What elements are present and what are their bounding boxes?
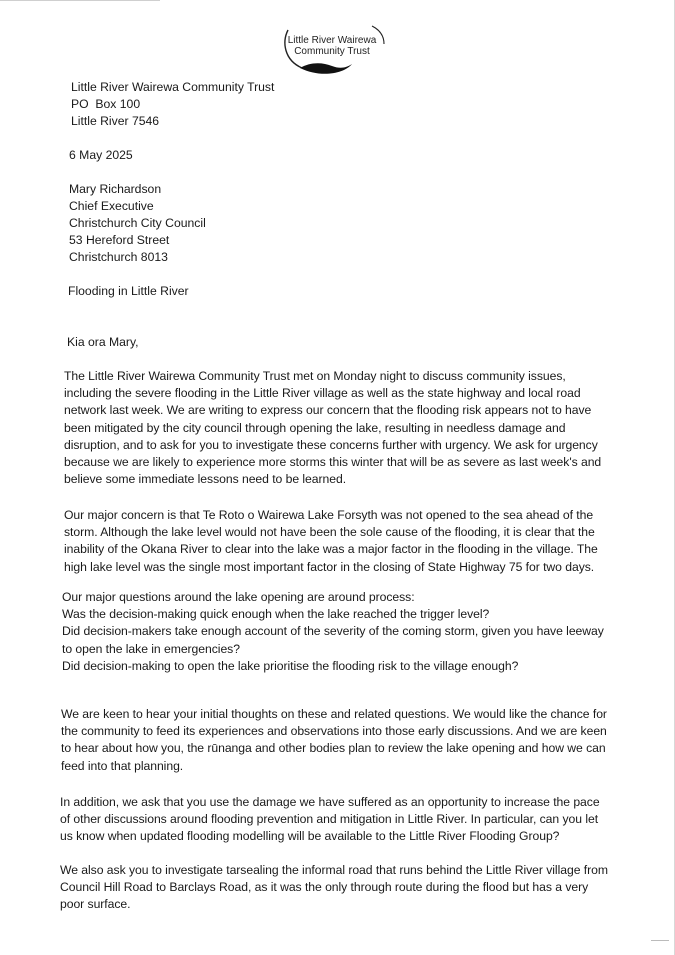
sender-address bbox=[71, 79, 274, 130]
sender-address-line-2: Little River 7546 bbox=[71, 114, 160, 128]
question-line: Was the decision-making quick enough when the lake reached the trigger level? bbox=[62, 607, 490, 622]
paragraph-line: Council Hill Road to Barclays Road, as it was the only through route during the flood but has a very bbox=[60, 880, 589, 895]
paragraph-6 bbox=[60, 862, 608, 914]
paragraph-3-questions bbox=[62, 589, 604, 675]
paragraph-line: to hear about how you, the rūnanga and other bodies plan to review the lake opening and how we can bbox=[61, 741, 606, 756]
recipient-city: Christchurch 8013 bbox=[69, 250, 168, 264]
paragraph-line: including the severe flooding in the Little River village as well as the state highway and local road bbox=[64, 386, 581, 401]
logo-line-1: Little River Wairewa bbox=[287, 35, 377, 46]
paragraph-line: the community to feed its experiences and observations into those early discussions. And we are keen bbox=[61, 724, 607, 739]
paragraph-line: We are keen to hear your initial thoughts on these and related questions. We would like the chance for bbox=[61, 707, 607, 721]
paragraph-line: us know when updated flooding modelling will be available to the Little River Flooding Group? bbox=[60, 829, 560, 844]
recipient-org: Christchurch City Council bbox=[69, 216, 206, 230]
questions-intro: Our major questions around the lake opening are around process: bbox=[62, 590, 415, 604]
recipient-title: Chief Executive bbox=[69, 199, 154, 213]
paragraph-line: Our major concern is that Te Roto o Wairewa Lake Forsyth was not opened to the sea ahead of the bbox=[64, 508, 594, 522]
question-line: Did decision-makers take enough account of the severity of the coming storm, given you have leeway bbox=[62, 624, 604, 639]
paragraph-2 bbox=[64, 507, 598, 576]
question-line: Did decision-making to open the lake prioritise the flooding risk to the village enough? bbox=[62, 658, 519, 673]
question-line: to open the lake in emergencies? bbox=[62, 641, 240, 656]
scan-mark bbox=[651, 940, 669, 941]
paragraph-line: The Little River Wairewa Community Trust met on Monday night to discuss community issues, bbox=[64, 369, 566, 383]
paragraph-line: high lake level was the single most important factor in the closing of State Highway 75 for two days. bbox=[64, 559, 595, 574]
recipient-address bbox=[69, 181, 206, 266]
paragraph-line: storm. Although the lake level would not have been the sole cause of the flooding, it is clear that the bbox=[64, 525, 595, 540]
sender-name: Little River Wairewa Community Trust bbox=[71, 80, 275, 94]
paragraph-line: of other discussions around flooding prevention and mitigation in Little River. In particular, can you let bbox=[60, 812, 599, 827]
paragraph-line: inability of the Okana River to clear into the lake was a major factor in the flooding in the village. The bbox=[64, 542, 598, 557]
letter-subject: Flooding in Little River bbox=[68, 284, 189, 298]
paragraph-line: In addition, we ask that you use the damage we have suffered as an opportunity to increase the pace bbox=[60, 795, 600, 809]
logo-line-2: Community Trust bbox=[294, 46, 370, 57]
paragraph-line: believe some immediate lessons need to be learned. bbox=[64, 472, 347, 487]
scan-edge-top bbox=[0, 0, 160, 1]
paragraph-line: been mitigated by the city council through opening the lake, resulting in needless damage and bbox=[64, 420, 566, 435]
paragraph-line: poor surface. bbox=[60, 897, 131, 912]
paragraph-1 bbox=[64, 368, 601, 488]
sender-address-line-1: PO Box 100 bbox=[71, 97, 141, 111]
recipient-street: 53 Hereford Street bbox=[69, 233, 170, 247]
paragraph-line: disruption, and to ask for you to investigate these concerns further with urgency. We ask for urgency bbox=[64, 437, 598, 452]
recipient-name: Mary Richardson bbox=[69, 182, 162, 196]
letter-greeting: Kia ora Mary, bbox=[67, 335, 139, 349]
letter-date: 6 May 2025 bbox=[69, 148, 133, 162]
paragraph-5 bbox=[60, 794, 600, 846]
logo-wordmark bbox=[286, 35, 378, 57]
paragraph-line: network last week. We are writing to express our concern that the flooding risk appears not to have bbox=[64, 403, 592, 418]
paragraph-line: feed into that planning. bbox=[61, 758, 184, 773]
paragraph-line: We also ask you to investigate tarsealing the informal road that runs behind the Little River village from bbox=[60, 863, 608, 877]
paragraph-line: because we are likely to experience more storms this winter that will be as severe as last week's and bbox=[64, 455, 602, 470]
paragraph-4 bbox=[61, 706, 607, 775]
